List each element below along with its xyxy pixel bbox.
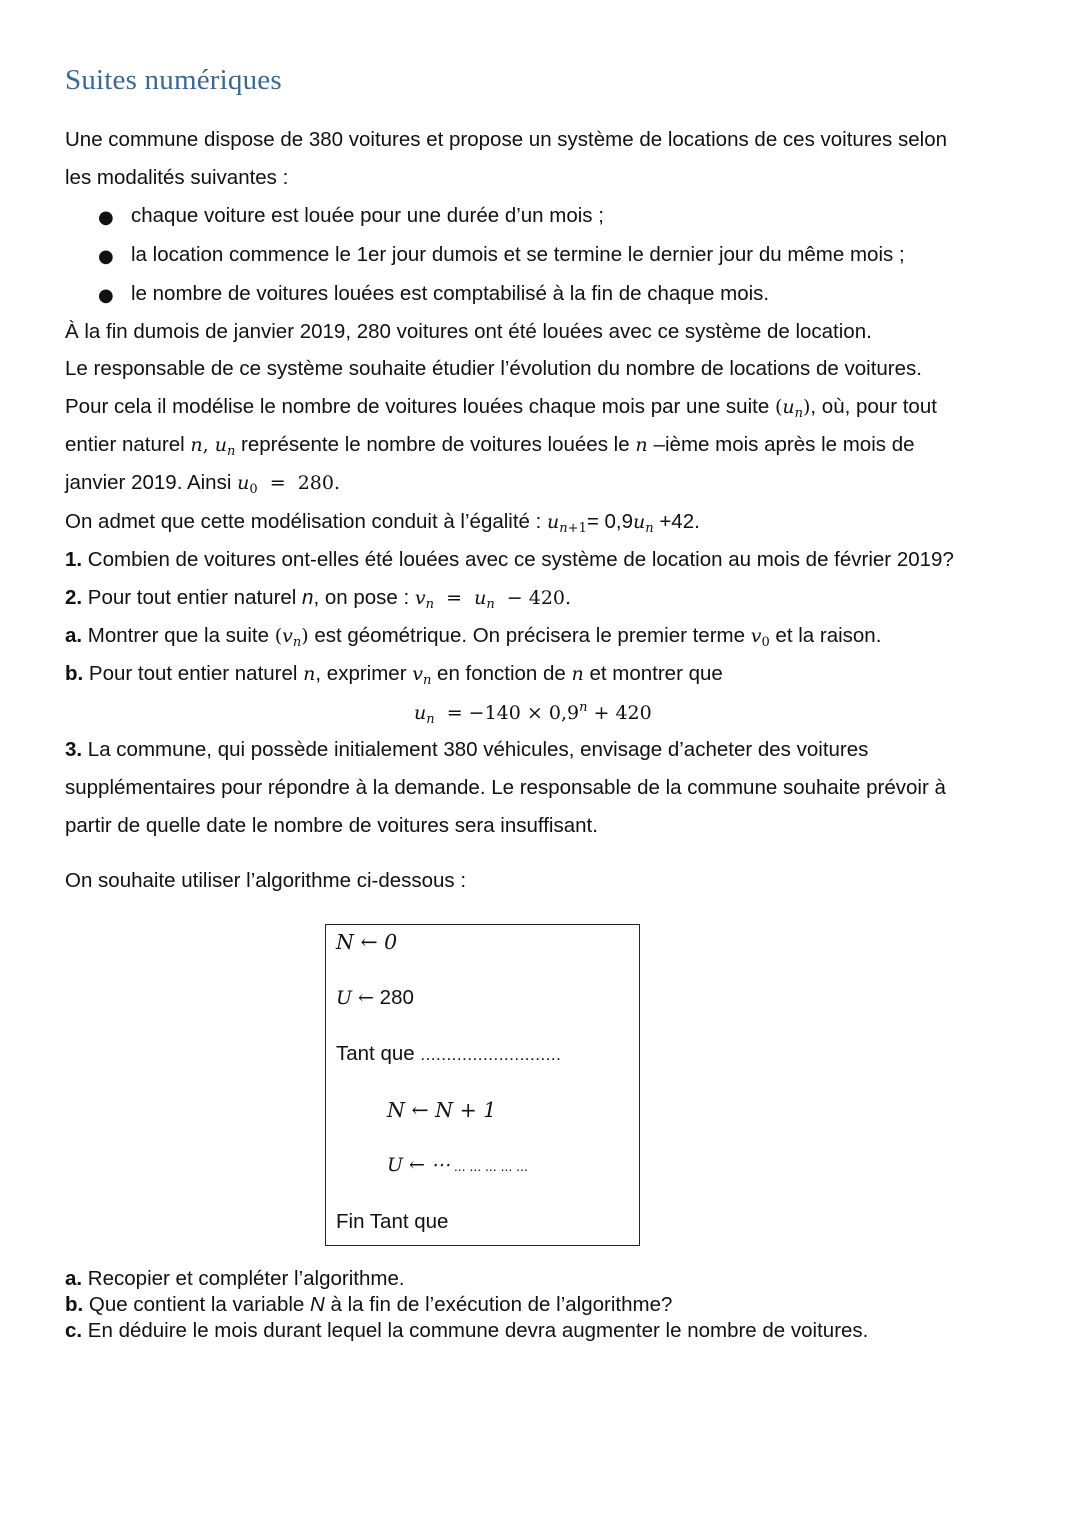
text-span: , exprimer — [315, 662, 413, 685]
text-span: Que contient la variable — [83, 1293, 310, 1316]
body-line-4 — [65, 433, 915, 459]
math-n-un: n, $u_n$ — [190, 434, 236, 459]
question-number: a. — [65, 1267, 83, 1290]
math-vn: $v_n$ — [412, 663, 432, 688]
math-exponent: n — [579, 700, 588, 715]
question-2b — [65, 662, 723, 688]
question-number: c. — [65, 1319, 83, 1342]
algo-line-increment: N ← N + 1 — [387, 1098, 497, 1122]
algo-blank: ... ... ... ... ... — [450, 1158, 528, 1174]
question-number: a. — [65, 624, 83, 647]
question-3 — [65, 738, 868, 762]
math-expression: + 420 — [587, 702, 652, 724]
question-number: 3. — [65, 738, 83, 761]
math-expression: = −140 × 0,9 — [446, 702, 580, 724]
algo-line-update-u — [387, 1154, 528, 1177]
algo-var: U ← — [336, 987, 374, 1009]
text-span: , on pose : — [313, 586, 415, 609]
math-un1: $u_{n+1}$ — [547, 511, 587, 536]
question-3-line-2: supplémentaires pour répondre à la demande. Le responsable de la commune souhaite prévoir à — [65, 776, 946, 799]
text-span: En déduire le mois durant lequel la commune devra augmenter le nombre de voitures. — [82, 1319, 869, 1342]
sub-question-c — [65, 1319, 868, 1343]
algorithm-intro: On souhaite utiliser l’algorithme ci-dessous : — [65, 869, 467, 892]
math-n: n — [303, 663, 316, 685]
algo-line-init-n: N ← 0 — [336, 930, 398, 954]
body-line-1: À la fin dumois de janvier 2019, 280 voitures ont été louées avec ce système de location. — [65, 320, 872, 343]
question-2 — [65, 586, 571, 612]
bullet-item-3: le nombre de voitures louées est comptabilisé à la fin de chaque mois. — [131, 282, 770, 305]
var-n: N — [310, 1293, 325, 1316]
text-span: La commune, qui possède initialement 380 véhicules, envisage d’acheter des voitures — [82, 738, 869, 761]
body-line-5 — [65, 471, 340, 497]
bullet-dot-icon: ● — [98, 285, 114, 306]
text-span: est géométrique. On précisera le premier terme — [308, 624, 751, 647]
math-sequence-un: $(u_n)$ — [774, 396, 811, 421]
bullet-item-2: la location commence le 1er jour dumois et se termine le dernier jour du même mois ; — [131, 243, 905, 266]
math-vn-def: $v_n = u_n$ — [414, 587, 495, 612]
sub-question-b — [65, 1293, 672, 1317]
algo-blank: ........................... — [420, 1045, 562, 1064]
math-n: n — [635, 434, 654, 456]
formula-un — [414, 700, 652, 727]
question-number: 1. — [65, 548, 83, 571]
text-span: , où, pour tout — [810, 395, 937, 418]
sub-question-a — [65, 1267, 405, 1291]
text-span: –ième mois après le mois de — [653, 433, 915, 456]
question-3-line-3: partir de quelle date le nombre de voitures sera insuffisant. — [65, 814, 598, 837]
text-span: représente le nombre de voitures louées le — [235, 433, 636, 456]
body-line-6 — [65, 510, 700, 536]
algo-keyword: Tant que — [336, 1042, 421, 1065]
math-v0: $v_0$ — [750, 625, 770, 650]
math-u0: $u_0$ = — [237, 472, 298, 497]
math-n: n — [571, 663, 584, 685]
text-span: entier naturel — [65, 433, 191, 456]
math-un: $u_n$ — [414, 702, 435, 727]
text-span: janvier 2019. Ainsi — [65, 471, 238, 494]
algorithm-box — [325, 924, 640, 1246]
page-title: Suites numériques — [65, 64, 282, 96]
math-value: − 420. — [506, 587, 572, 609]
text-span: et la raison. — [769, 624, 882, 647]
math-un: $u_n$ — [633, 511, 654, 536]
body-line-3 — [65, 395, 937, 421]
algo-line-while — [336, 1042, 561, 1066]
text-span: Montrer que la suite — [82, 624, 275, 647]
text-span: Recopier et compléter l’algorithme. — [82, 1267, 405, 1290]
intro-line-2: les modalités suivantes : — [65, 166, 289, 189]
text-span: Pour cela il modélise le nombre de voitures louées chaque mois par une suite — [65, 395, 775, 418]
math-sequence-vn: $(v_n)$ — [274, 625, 309, 650]
algo-var: U ← ⋯ — [387, 1154, 451, 1176]
text-span: +42. — [653, 510, 700, 533]
bullet-dot-icon: ● — [98, 207, 114, 228]
question-2a — [65, 624, 881, 650]
algo-line-end-while: Fin Tant que — [336, 1210, 449, 1233]
text-span: en fonction de — [431, 662, 572, 685]
intro-line-1: Une commune dispose de 380 voitures et propose un système de locations de ces voitures selon — [65, 128, 948, 151]
question-number: b. — [65, 662, 84, 685]
question-1 — [65, 548, 954, 572]
question-number: 2. — [65, 586, 83, 609]
math-value: 280. — [297, 472, 340, 494]
algo-line-init-u — [336, 986, 414, 1010]
bullet-item-1: chaque voiture est louée pour une durée d’un mois ; — [131, 204, 604, 227]
text-span: On admet que cette modélisation conduit à l’égalité : — [65, 510, 548, 533]
bullet-dot-icon: ● — [98, 246, 114, 267]
text-span: = 0,9 — [586, 510, 634, 533]
algo-value: 280 — [373, 986, 414, 1009]
text-span: Pour tout entier naturel — [82, 586, 303, 609]
text-span: Pour tout entier naturel — [83, 662, 304, 685]
body-line-2: Le responsable de ce système souhaite étudier l’évolution du nombre de locations de voitures. — [65, 357, 922, 380]
text-span: Combien de voitures ont-elles été louées avec ce système de location au mois de février 2019? — [82, 548, 954, 571]
text-span: et montrer que — [583, 662, 723, 685]
text-span: à la fin de l’exécution de l’algorithme? — [324, 1293, 673, 1316]
question-number: b. — [65, 1293, 84, 1316]
var-n: n — [302, 586, 314, 609]
